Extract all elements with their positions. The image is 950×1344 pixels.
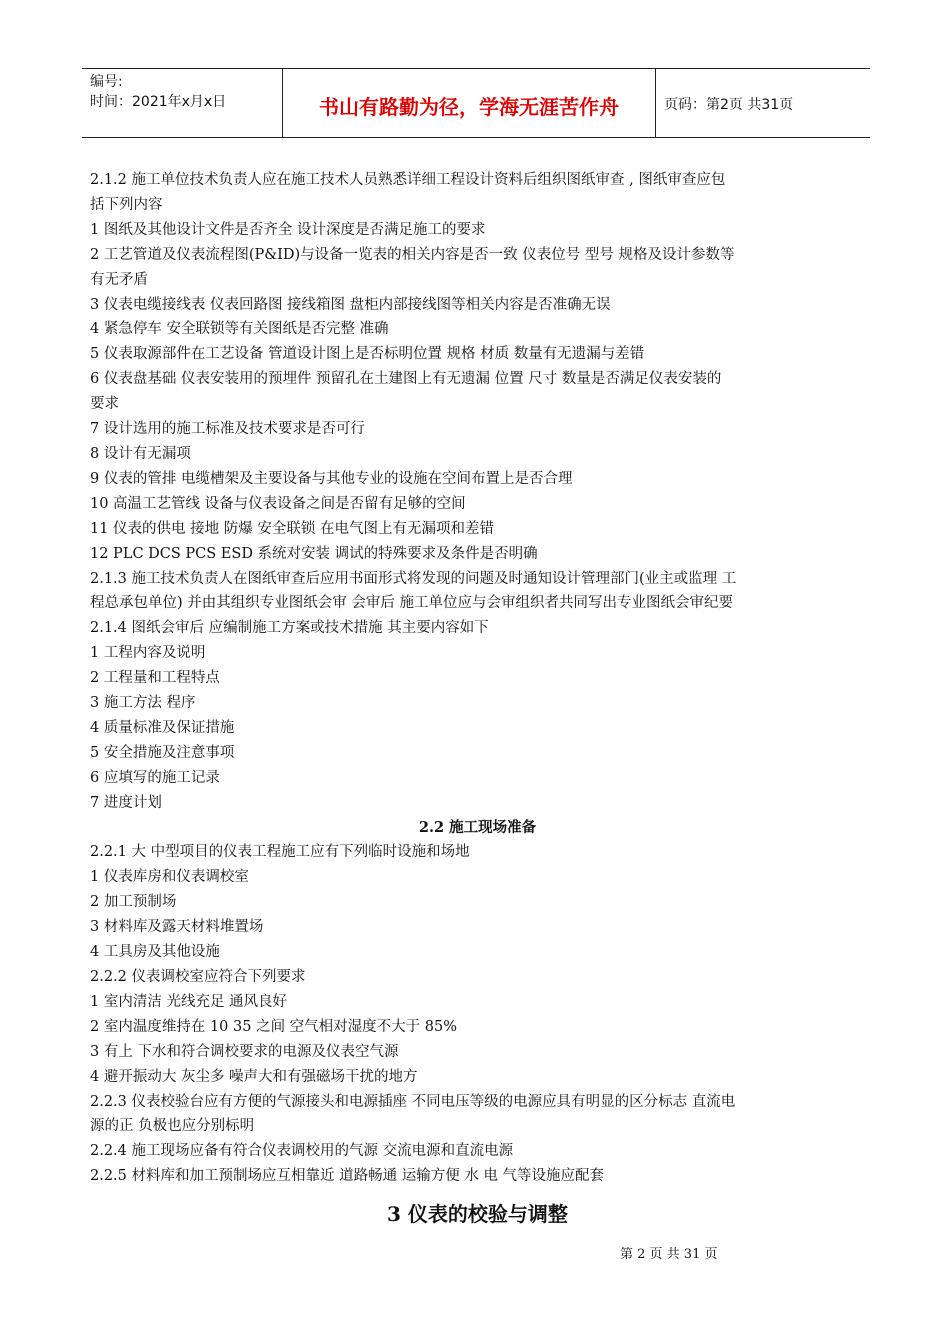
- body-line: 2.2.5 材料库和加工预制场应互相靠近 道路畅通 运输方便 水 电 气等设施应配套: [90, 1168, 605, 1185]
- body-line: 有无矛盾: [90, 271, 148, 288]
- body-line: 8 设计有无漏项: [90, 445, 191, 462]
- body-line: 源的正 负极也应分别标明: [90, 1118, 255, 1135]
- body-line: 2 工程量和工程特点: [90, 670, 220, 687]
- number-label: 编号:: [90, 74, 123, 90]
- body-line: 4 避开振动大 灰尘多 噪声大和有强磁场干扰的地方: [90, 1068, 418, 1085]
- body-line: 12 PLC DCS PCS ESD 系统对安装 调试的特殊要求及条件是否明确: [90, 545, 538, 562]
- body-line: 3 仪表电缆接线表 仪表回路图 接线箱图 盘柜内部接线图等相关内容是否准确无误: [90, 296, 611, 313]
- body-line: 4 紧急停车 安全联锁等有关图纸是否完整 准确: [90, 321, 389, 338]
- body-line: 2.2.4 施工现场应备有符合仪表调校用的气源 交流电源和直流电源: [90, 1143, 514, 1160]
- body-line: 要求: [90, 396, 119, 413]
- body-line: 3 施工方法 程序: [90, 695, 196, 712]
- body-line: 9 仪表的管排 电缆槽架及主要设备与其他专业的设施在空间布置上是否合理: [90, 470, 573, 487]
- body-line: 4 工具房及其他设施: [90, 944, 220, 961]
- body-line: 5 仪表取源部件在工艺设备 管道设计图上是否标明位置 规格 材质 数量有无遗漏与差错: [90, 346, 645, 363]
- time-label: 时间：2021年x月x日: [90, 94, 227, 110]
- body-line: 2.2.1 大 中型项目的仪表工程施工应有下列临时设施和场地: [90, 844, 470, 861]
- body-line: 2.2.3 仪表校验台应有方便的气源接头和电源插座 不同电压等级的电源应具有明显的区分标志 直流电: [90, 1093, 736, 1110]
- section-title: 2.2 施工现场准备: [418, 818, 537, 836]
- body-line: 3 有上 下水和符合调校要求的电源及仪表空气源: [90, 1043, 399, 1060]
- body-line: 1 工程内容及说明: [90, 645, 206, 662]
- body-line: 4 质量标准及保证措施: [90, 719, 235, 736]
- body-line: 5 安全措施及注意事项: [90, 744, 235, 761]
- body-line: 2 加工预制场: [90, 894, 177, 911]
- body-line: 1 室内清洁 光线充足 通风良好: [90, 993, 288, 1010]
- document-body: [90, 168, 865, 1189]
- page-footer: 第 2 页 共 31 页: [620, 1247, 718, 1262]
- body-line: 2.1.3 施工技术负责人在图纸审查后应用书面形式将发现的问题及时通知设计管理部门(业主或监理 工: [90, 570, 737, 587]
- body-line: 7 设计选用的施工标准及技术要求是否可行: [90, 421, 365, 438]
- body-line: 6 仪表盘基础 仪表安装用的预埋件 预留孔在土建图上有无遗漏 位置 尺寸 数量是否满足仪表安装的: [90, 371, 722, 388]
- body-line: 7 进度计划: [90, 794, 162, 811]
- body-line: 1 图纸及其他设计文件是否齐全 设计深度是否满足施工的要求: [90, 221, 486, 238]
- header-motto-cell: [282, 69, 656, 137]
- body-line: 2.1.2 施工单位技术负责人应在施工技术人员熟悉详细工程设计资料后组织图纸审查 , 图纸审查应包: [90, 172, 726, 188]
- body-line: 6 应填写的施工记录: [90, 769, 220, 786]
- page-header: [82, 68, 870, 138]
- body-line: 2.1.4 图纸会审后 应编制施工方案或技术措施 其主要内容如下: [90, 620, 489, 637]
- body-line: 10 高温工艺管线 设备与仪表设备之间是否留有足够的空间: [90, 495, 466, 512]
- body-line: 1 仪表库房和仪表调校室: [90, 869, 249, 886]
- body-line: 3 材料库及露天材料堆置场: [90, 919, 264, 936]
- header-left-cell: [82, 69, 282, 137]
- body-line: 2 工艺管道及仪表流程图(P&ID)与设备一览表的相关内容是否一致 仪表位号 型号 规格及设计参数等: [90, 246, 735, 263]
- body-line: 2.2.2 仪表调校室应符合下列要求: [90, 969, 306, 985]
- chapter-title: 3 仪表的校验与调整: [387, 1202, 568, 1226]
- body-line: 2 室内温度维持在 10 35 之间 空气相对湿度不大于 85%: [90, 1018, 458, 1035]
- header-motto: 书山有路勤为径，学海无涯苦作舟: [319, 94, 619, 119]
- body-line: 括下列内容: [90, 196, 163, 213]
- header-right-cell: [656, 69, 870, 137]
- page-code: 页码：第2页 共31页: [664, 97, 794, 113]
- body-line: 程总承包单位) 并由其组织专业图纸会审 会审后 施工单位应与会审组织者共同写出专业图纸会审纪要: [90, 595, 733, 612]
- body-line: 11 仪表的供电 接地 防爆 安全联锁 在电气图上有无漏项和差错: [90, 520, 494, 537]
